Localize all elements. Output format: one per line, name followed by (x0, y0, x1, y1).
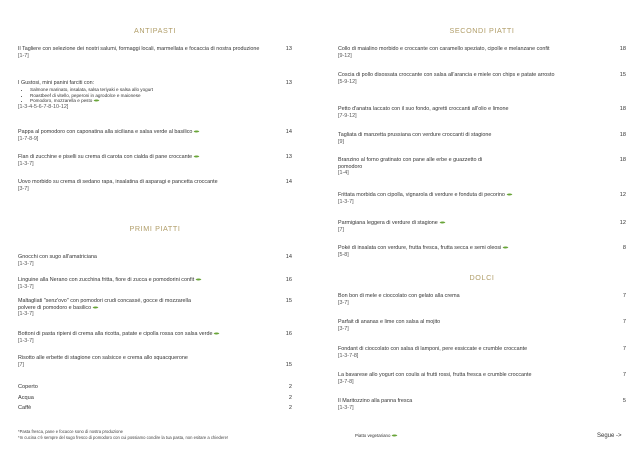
menu-item: Il Maritozzino alla panna fresca [1-3-7] 5 (338, 398, 626, 411)
menu-item: Flan di zucchine e piselli su crema di carota con cialda di pane croccante [1-3-7] 13 (18, 154, 292, 167)
menu-item: Gnocchi con sugo all'amatriciana [1-3-7] 14 (18, 254, 292, 267)
vegetarian-leaf-icon (194, 129, 200, 134)
vegetarian-leaf-icon (503, 245, 509, 250)
menu-item: Poké di insalata con verdure, frutta fresca, frutta secca e semi oleosi [5-8] 8 (338, 245, 626, 258)
extra-row: Coperto 2 (18, 384, 292, 390)
menu-item: Tagliata di manzetta prussiana con verdure croccanti di stagione [9] 18 (338, 132, 626, 145)
secondi-title: SECONDI PIATTI (449, 26, 515, 35)
menu-item: Petto d'anatra laccato con il suo fondo, agretti croccanti all'olio e limone [7-9-12] 18 (338, 106, 626, 119)
menu-item: Il Tagliere con selezione dei nostri salumi, formaggi locali, marmellata e focaccia di nostra produzione [1-7] 13 (18, 46, 292, 59)
vegetarian-leaf-icon (194, 154, 200, 159)
menu-item: Parmigiana leggera di verdure di stagione [7] 12 (338, 220, 626, 233)
vegetarian-leaf-icon (93, 305, 99, 310)
vegetarian-leaf-icon (196, 277, 202, 282)
menu-item: Risotto alle erbette di stagione con salsicce e crema allo squacquerone [7] 15 (18, 355, 292, 368)
extra-row: Acqua 2 (18, 395, 292, 401)
menu-item: I Gustosi, mini panini farciti con: • Salmone marinato, insalata, salsa teriyaki e salsa allo yogurt • Roastbeef di vitello, peperoni in agrodolce e maionese • Pomodoro, mozzarella e pesto [1-3-4-5-6-7-8-10-12] 13 (18, 80, 292, 110)
menu-item: Linguine alla Nerano con zucchina fritta, fiore di zucca e pomodorini confit [1-3-7] 16 (18, 277, 292, 290)
dolci-title: DOLCI (469, 273, 495, 282)
menu-item: Pappa al pomodoro con caponatina alla siciliana e salsa verde al basilico [1-7-8-9] 14 (18, 129, 292, 142)
menu-item: Maltagliati "senz'ovo" con pomodori crudi concassé, gocce di mozzarella polvere di pomodoro e basilico [1-3-7] 15 (18, 298, 292, 318)
menu-item: Coscia di pollo disossata croccante con salsa all'arancia e miele con chips e patate arrosto [5-9-12] 15 (338, 72, 626, 85)
vegetarian-leaf-icon (392, 433, 398, 438)
vegetarian-legend: Piatto vegetariano (355, 433, 397, 438)
menu-item: Parfait di ananas e lime con salsa al mojito [3-7] 7 (338, 319, 626, 332)
vegetarian-leaf-icon (94, 98, 100, 103)
footnote: *Pasta fresca, pane e focacce sono di nostra produzione (18, 429, 123, 434)
vegetarian-leaf-icon (507, 192, 513, 197)
menu-item: Collo di maialino morbido e croccante con caramello speziato, cipolle e melanzane confit [9-12] 18 (338, 46, 626, 59)
footnote: *In cucina c'è sempre del sugo fresco di pomodoro con cui possiamo condire la tua pasta, non esitare a chiedere! (18, 435, 229, 440)
sandwich-list: • Salmone marinato, insalata, salsa teriyaki e salsa allo yogurt • Roastbeef di vitello, peperoni in agrodolce e maionese • Pomodoro, mozzarella e pesto (18, 87, 292, 103)
extra-row: Caffè 2 (18, 405, 292, 411)
menu-item: Frittata morbida con cipolla, vignarola di verdure e fonduta di pecorino [1-3-7] 12 (338, 192, 626, 205)
primi-title: PRIMI PIATTI (129, 224, 181, 233)
menu-item: Uovo morbido su crema di sedano rapa, insalatina di asparagi e pancetta croccante [3-7] 14 (18, 179, 292, 192)
menu-item: Fondant di cioccolato con salsa di lamponi, pere essiccate e crumble croccante [1-3-7-8] 7 (338, 346, 626, 359)
next-page-link[interactable]: Segue -> (597, 433, 622, 439)
vegetarian-leaf-icon (214, 331, 220, 336)
vegetarian-leaf-icon (439, 220, 445, 225)
menu-item: Bottoni di pasta ripieni di crema alla ricotta, patate e cipolla rossa con salsa verde [1-3-7] 16 (18, 331, 292, 344)
menu-item: Bon bon di mele e cioccolato con gelato alla crema [3-7] 7 (338, 293, 626, 306)
menu-item: La bavarese allo yogurt con coulis ai frutti rossi, frutta fresca e crumble croccante [3-7-8] 7 (338, 372, 626, 385)
antipasti-title: ANTIPASTI (133, 26, 176, 35)
menu-item: Branzino al forno gratinato con pane alle erbe e guazzetto di pomodoro [1-4] 18 (338, 157, 626, 177)
